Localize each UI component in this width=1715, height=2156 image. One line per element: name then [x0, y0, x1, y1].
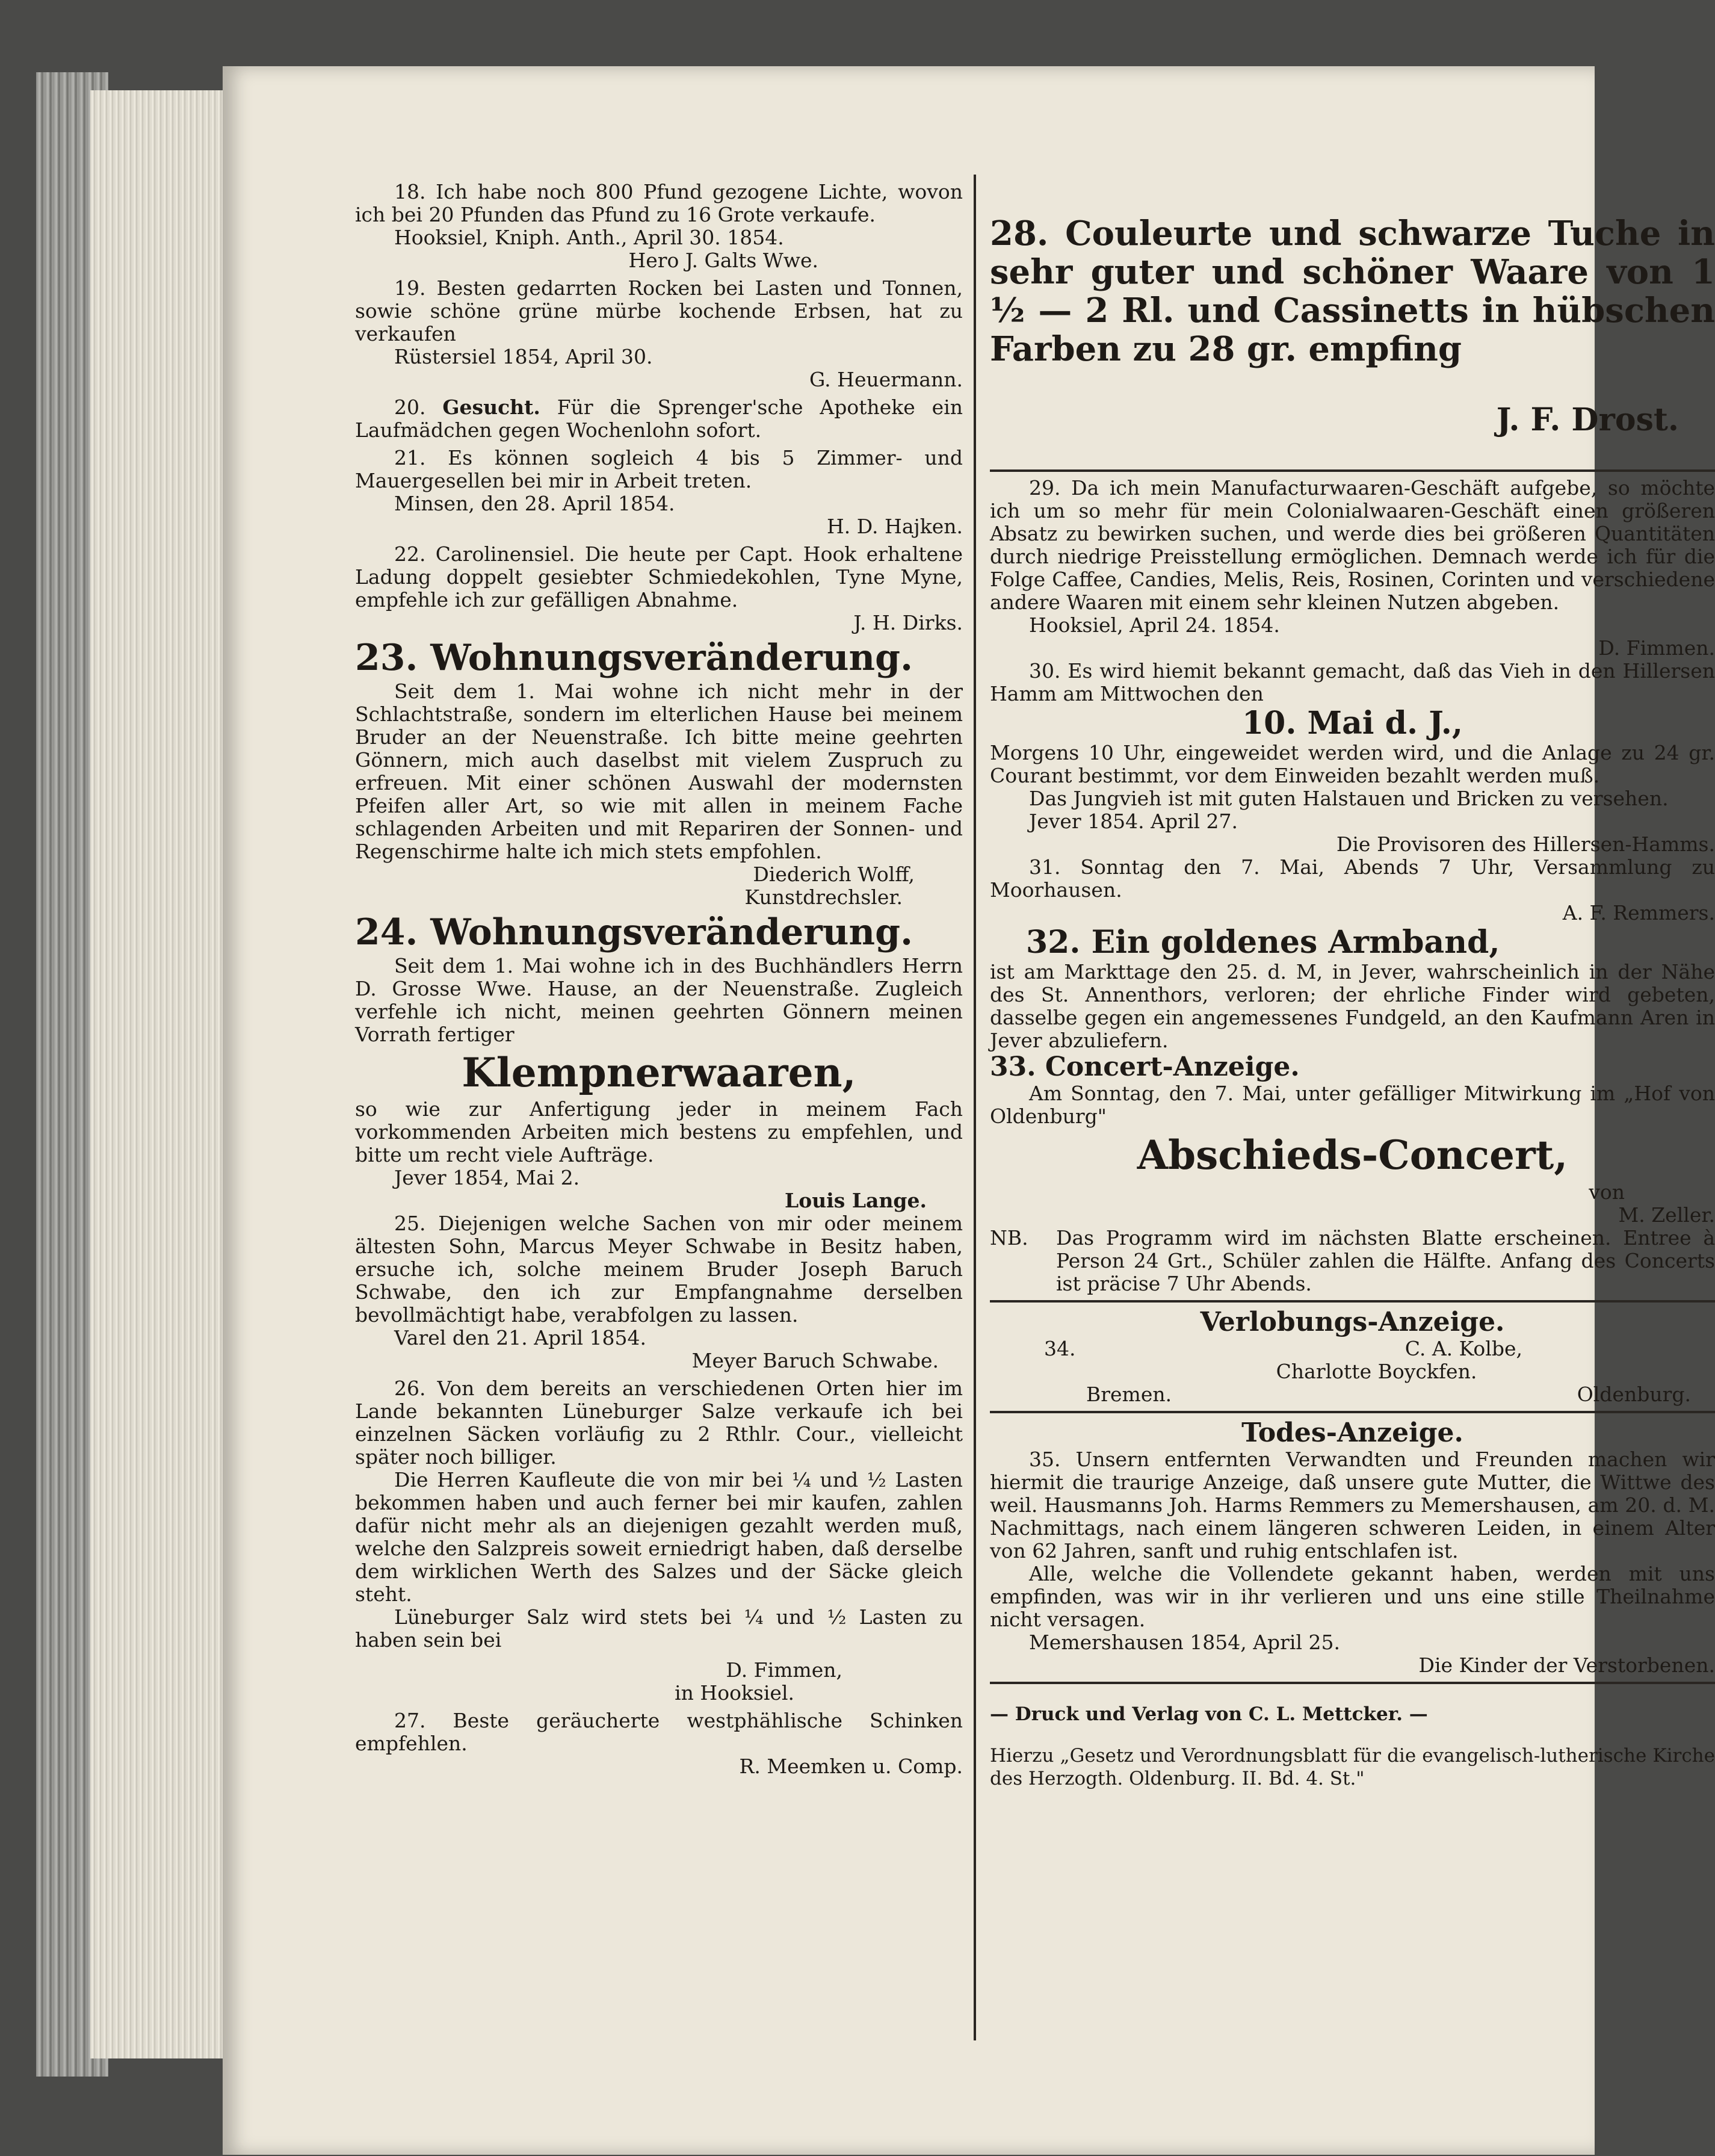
- death-notice-heading: Todes-Anzeige.: [1241, 1417, 1463, 1448]
- ad-24-heading: [355, 912, 963, 952]
- ad-26-signature: D. Fimmen,: [726, 1658, 842, 1682]
- ad-30-signature: Die Provisoren des Hillersen-Hamms.: [1336, 832, 1715, 856]
- note-label: NB.: [990, 1226, 1028, 1250]
- ad-19-signature: G. Heuermann.: [809, 368, 963, 391]
- ad-21-signature: H. D. Hajken.: [827, 515, 963, 538]
- ad-33-title: Concert-Anzeige.: [1045, 1052, 1300, 1082]
- ad-32-text: ist am Markttage den 25. d. M, in Jever, wahrscheinlich in der Nähe des St. Annenthors, verloren; der ehrliche Finder wird gebeten, dasselbe gegen ein angemessenes Fundgeld, an den Kaufmann Aren in Jever abzuliefern.: [990, 960, 1715, 1052]
- ad-26-paragraph-3: Lüneburger Salz wird stets bei ¼ und ½ Lasten zu haben sein bei: [355, 1605, 963, 1652]
- ad-34-row-1: [990, 1337, 1715, 1360]
- ad-30-text-3: Das Jungvieh ist mit guten Halstauen und Bricken zu versehen.: [1029, 787, 1669, 810]
- ad-19-place: Rüstersiel 1854, April 30.: [394, 345, 653, 368]
- ad-33-von: von: [1589, 1180, 1625, 1204]
- left-column: [355, 181, 963, 1778]
- ad-32-heading: [990, 925, 1715, 961]
- ad-24-title: Wohnungsveränderung.: [430, 911, 913, 953]
- section-rule: [990, 1682, 1715, 1684]
- ad-34-bride: Charlotte Boyckfen.: [1276, 1360, 1477, 1383]
- ad-26-location: in Hooksiel.: [675, 1681, 794, 1705]
- note-text: Das Programm wird im nächsten Blatte erscheinen. Entree à Person 24 Grt., Schüler zahlen die Hälfte. Anfang des Concerts ist präcise 7 Uhr Abends.: [1056, 1226, 1715, 1295]
- ad-25: 25. Diejenigen welche Sachen von mir oder meinem ältesten Sohn, Marcus Meyer Schwabe in Besitz haben, ersuche ich, solche meinem Bruder Joseph Baruch Schwabe, den ich zur Empfangnahme derselben bevollmächtigt habe, verabfolgen zu lassen.: [355, 1212, 963, 1327]
- ad-24-number: 24.: [355, 911, 418, 953]
- ad-30-place: Jever 1854. April 27.: [1029, 810, 1238, 833]
- ad-24-signature: Louis Lange.: [785, 1189, 927, 1212]
- ad-23-signature: Diederich Wolff,: [753, 863, 915, 886]
- ad-35-signature: Die Kinder der Verstorbenen.: [1418, 1653, 1715, 1677]
- ad-23-heading: [355, 638, 963, 678]
- ad-18-place: Hooksiel, Kniph. Anth., April 30. 1854.: [394, 226, 784, 249]
- ad-33-signature: M. Zeller.: [1618, 1203, 1715, 1227]
- ad-26: 26. Von dem bereits an verschiedenen Orten hier im Lande bekannten Lüneburger Salze verkaufe ich bei einzelnen Säcken vorläufig zu 2 Rthlr. Cour., vielleicht später noch billiger.: [355, 1377, 963, 1469]
- ad-34-city-2: Oldenburg.: [1577, 1383, 1691, 1406]
- ad-21-place: Minsen, den 28. April 1854.: [394, 492, 675, 515]
- ad-34-row-3: [990, 1383, 1715, 1406]
- newspaper-page: [223, 66, 1715, 2155]
- ad-25-place: Varel den 21. April 1854.: [394, 1326, 646, 1349]
- ad-33-text: Am Sonntag, den 7. Mai, unter gefälliger Mitwirkung im „Hof von Oldenburg": [990, 1082, 1715, 1128]
- section-rule: [990, 1411, 1715, 1413]
- ad-24-product: Klempnerwaaren,: [462, 1049, 856, 1096]
- ad-35-paragraph-2: Alle, welche die Vollendete gekannt haben, werden mit uns empfinden, was wir in ihr verlieren und uns eine stille Theilnahme nicht versagen.: [990, 1562, 1715, 1631]
- ad-35-place: Memershausen 1854, April 25.: [1029, 1631, 1341, 1654]
- engagement-heading: Verlobungs-Anzeige.: [1200, 1307, 1505, 1337]
- ad-24-place: Jever 1854, Mai 2.: [394, 1166, 580, 1189]
- ad-18: 18. Ich habe noch 800 Pfund gezogene Lichte, wovon ich bei 20 Pfunden das Pfund zu 16 Grote verkaufe.: [355, 180, 963, 226]
- ad-34-city-1: Bremen.: [1086, 1383, 1172, 1406]
- ad-18-signature: Hero J. Galts Wwe.: [628, 249, 818, 272]
- section-rule: [990, 1300, 1715, 1303]
- imprint: — Druck und Verlag von C. L. Mettcker. —: [990, 1703, 1428, 1725]
- ad-33-note: [990, 1227, 1715, 1295]
- ad-34-groom: C. A. Kolbe,: [1404, 1337, 1522, 1360]
- ad-34-number: 34.: [1044, 1337, 1076, 1360]
- ad-24-text: Seit dem 1. Mai wohne ich in des Buchhändlers Herrn D. Grosse Wwe. Hause, an der Neuenstraße. Zugleich verfehle ich nicht, meinen geehrten Gönnern meinen Vorrath fertiger: [355, 954, 963, 1046]
- ad-23-text: Seit dem 1. Mai wohne ich nicht mehr in der Schlachtstraße, sondern im elterlichen Hause bei meinem Bruder an der Neuenstraße. Ich bitte meine geehrten Gönnern, mich auch daselbst mit vielem Zuspruch zu erfreuen. Mit einer schönen Auswahl der modernsten Pfeifen aller Art, so wie mit allen in meinem Fache schlagenden Arbeiten und mit Repariren der Sonnen- und Regenschirme halte ich mich stets empfohlen.: [355, 680, 963, 863]
- ad-20: [355, 396, 963, 442]
- ad-23-title: Wohnungsveränderung.: [430, 637, 913, 679]
- ad-30: 30. Es wird hiemit bekannt gemacht, daß das Vieh in den Hillersen Hamm am Mittwochen den: [990, 659, 1715, 705]
- ad-20-heading: Gesucht.: [442, 395, 540, 419]
- ad-22: 22. Carolinensiel. Die heute per Capt. Hook erhaltene Ladung doppelt gesiebter Schmiedekohlen, Tyne Myne, empfehle ich zur gefälligen Abnahme.: [355, 542, 963, 612]
- ad-26-paragraph-2: Die Herren Kaufleute die von mir bei ¼ und ½ Lasten bekommen haben und auch ferner bei mir kaufen, zahlen dafür nicht mehr als an diejenigen gezahlt werden muß, welche den Salzpreis soweit erniedrigt haben, daß derselbe dem wirklichen Werth des Salzes und der Säcke gleich steht.: [355, 1468, 963, 1606]
- ad-25-signature: Meyer Baruch Schwabe.: [691, 1349, 939, 1372]
- ad-33-number: 33.: [990, 1052, 1036, 1082]
- section-rule: [990, 469, 1715, 472]
- book-page-edges: [90, 90, 223, 2058]
- ad-35: 35. Unsern entfernten Verwandten und Freunden machen wir hiermit die traurige Anzeige, daß unsere gute Mutter, die Wittwe des weil. Hausmanns Joh. Harms Remmers zu Memershausen, am 20. d. M. Nachmittags, nach einem längeren schweren Leiden, in einem Alter von 62 Jahren, sanft und ruhig entschlafen ist.: [990, 1448, 1715, 1563]
- ad-29-signature: D. Fimmen.: [1598, 636, 1715, 660]
- ad-23-number: 23.: [355, 637, 418, 679]
- ad-30-date: 10. Mai d. J.,: [1241, 705, 1463, 742]
- ad-21: 21. Es können sogleich 4 bis 5 Zimmer- und Mauergesellen bei mir in Arbeit treten.: [355, 446, 963, 492]
- ad-32-number: 32.: [1026, 924, 1081, 961]
- ad-27: 27. Beste geräucherte westphählische Schinken empfehlen.: [355, 1709, 963, 1755]
- ad-28-headline: 28. Couleurte und schwarze Tuche in sehr guter und schöner Waare von 1 ½ — 2 Rl. und Cassinetts in hübschen Farben zu 28 gr. empfing: [990, 214, 1715, 369]
- ad-31: 31. Sonntag den 7. Mai, Abends 7 Uhr, Versammlung zu Moorhausen.: [990, 855, 1715, 902]
- ad-24-text-2: so wie zur Anfertigung jeder in meinem Fach vorkommenden Arbeiten mich bestens zu empfehlen, und bitte um recht viele Aufträge.: [355, 1097, 963, 1166]
- ad-19: 19. Besten gedarrten Rocken bei Lasten und Tonnen, sowie schöne grüne mürbe kochende Erbsen, hat zu verkaufen: [355, 276, 963, 345]
- ad-31-signature: A. F. Remmers.: [1562, 901, 1715, 925]
- ad-20-text: Für die Sprenger'sche Apotheke ein Laufmädchen gegen Wochenlohn sofort.: [355, 395, 963, 442]
- right-column: [990, 181, 1715, 1809]
- ad-28-signature: J. F. Drost.: [1496, 401, 1679, 438]
- ad-33-heading: [990, 1052, 1715, 1082]
- ad-32-title: Ein goldenes Armband,: [1091, 924, 1500, 961]
- supplement-note: Hierzu „Gesetz und Verordnungsblatt für die evangelisch-lutherische Kirche des Herzogth. Oldenburg. II. Bd. 4. St.": [990, 1745, 1715, 1789]
- ad-33-event: Abschieds-Concert,: [1137, 1132, 1568, 1179]
- ad-22-signature: J. H. Dirks.: [853, 611, 963, 634]
- ad-29-place: Hooksiel, April 24. 1854.: [1029, 613, 1280, 637]
- ad-29: 29. Da ich mein Manufacturwaaren-Geschäft aufgebe, so möchte ich um so mehr für mein Colonialwaaren-Geschäft einen größeren Absatz zu bewirken suchen, und werde dies bei größeren Quantitäten durch niedrige Preisstellung ermöglichen. Demnach werde ich für die Folge Caffee, Candies, Melis, Reis, Rosinen, Corinten und verschiedene andere Waaren mit einem sehr kleinen Nutzen abgeben.: [990, 476, 1715, 614]
- ad-27-signature: R. Meemken u. Comp.: [739, 1755, 963, 1778]
- ad-30-text-2: Morgens 10 Uhr, eingeweidet werden wird, und die Anlage zu 24 gr. Courant bestimmt, vor dem Einweiden bezahlt werden muß.: [990, 741, 1715, 787]
- ad-23-profession: Kunstdrechsler.: [744, 885, 903, 909]
- ad-20-number: 20.: [394, 395, 426, 419]
- column-divider: [974, 175, 976, 2040]
